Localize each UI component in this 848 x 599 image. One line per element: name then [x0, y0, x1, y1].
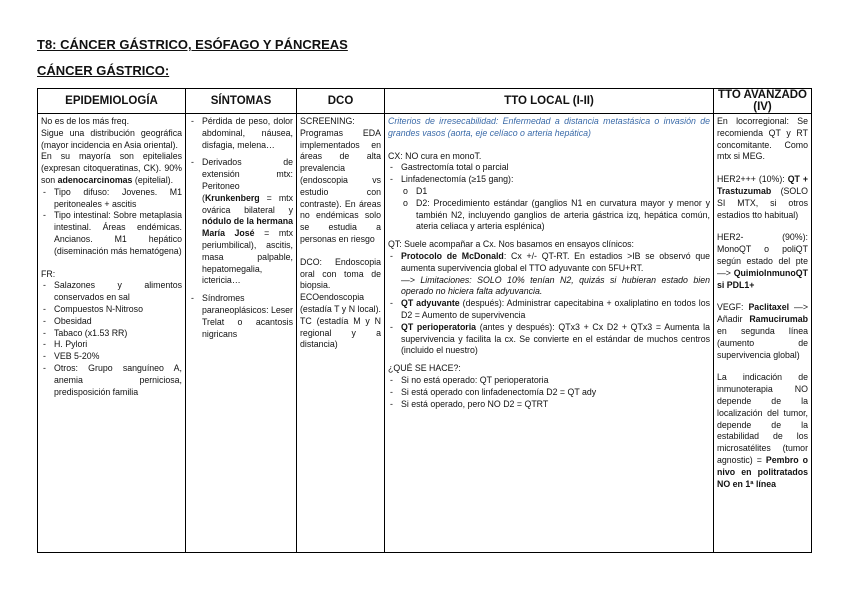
header-tto-avanzado: TTO AVANZADO (IV): [714, 89, 812, 114]
list-item: - Salazones y alimentos conservados en sal: [41, 280, 182, 304]
list-item: - Derivados de extensión mtx: Peritoneo (Krunkenberg = mtx ovárica bilateral y nódulo de la hermana María José = mtx periumbilical), ascitis, masa palpable, hepatomegalia, ictericia…: [189, 157, 293, 287]
header-sintomas: SÍNTOMAS: [186, 89, 297, 114]
list-item: - Compuestos N-Nitroso: [41, 304, 182, 316]
list-item: - Obesidad: [41, 316, 182, 328]
cell-sintomas: [186, 114, 297, 553]
list-item: o D2: Procedimiento estándar (ganglios N1 en curvatura mayor y menor y también N2, incluyendo ganglios de arteria gástrica izq, hepática común, ateria celiaca y arteria esplénica): [388, 198, 710, 233]
locorregional-text: En locorregional: Se recomienda QT y RT concomitante. Como mtx si MEG.: [717, 116, 808, 162]
list-item: o D1: [388, 186, 710, 198]
list-item: - Pérdida de peso, dolor abdominal, náusea, disfagia, melena…: [189, 116, 293, 151]
list-item: - Otros: Grupo sanguíneo A, anemia perniciosa, predisposición familia: [41, 363, 182, 398]
list-item: - Linfadenectomía (≥15 gang):: [388, 174, 710, 186]
table-body-row: [38, 114, 812, 553]
epi-paragraph: Sigue una distribución geográfica (mayor incidencia en Asia oriental).: [41, 127, 182, 150]
header-tto-local: TTO LOCAL (I-II): [385, 89, 714, 114]
list-item: - QT adyuvante (después): Administrar capecitabina + oxaliplatino en todos los D2 = Aumento de supervivencia: [388, 298, 710, 322]
surgery-list: [388, 162, 710, 233]
list-item: - Tipo difuso: Jovenes. M1 peritoneales + ascitis: [41, 187, 182, 211]
section-title: CÁNCER GÁSTRICO:: [37, 63, 170, 78]
trial-list: [388, 251, 710, 357]
what-to-do-list: [388, 375, 710, 410]
list-item: - Gastrectomía total o parcial: [388, 162, 710, 174]
summary-table: [37, 88, 812, 553]
her2-negative-text: HER2- (90%): MonoQT o poliQT según estado del pte —> QuimioInmunoQT si PDL1+: [717, 232, 808, 290]
table-header-row: [38, 89, 812, 114]
document-title: T8: CÁNCER GÁSTRICO, ESÓFAGO Y PÁNCREAS: [37, 37, 348, 52]
her2-positive-text: HER2+++ (10%): QT + Trastuzumab (SOLO SI MTX, si otros estadios tto habitual): [717, 174, 808, 220]
epi-type-list: [41, 187, 182, 258]
irresecability-criteria: Criterios de irresecabilidad: Enfermedad a distancia metastásica o invasión de grandes vasos (aorta, eje celíaco o arteria hepática): [388, 116, 710, 138]
list-item: - Protocolo de McDonald: Cx +/- QT-RT. En estadios >IB se observó que aumenta supervivencia global el TTO adyuvante con 5FU+RT.: [388, 251, 710, 275]
cx-text: CX: NO cura en monoT.: [388, 150, 482, 161]
list-item: —> Limitaciones: SOLO 10% tenían N2, quizás si hubieran estado bien operado no hiciera falta adyuvancia.: [401, 274, 710, 297]
cell-dco: [297, 114, 385, 553]
epi-paragraph: No es de los más freq.: [41, 116, 130, 126]
list-item: - VEB 5-20%: [41, 351, 182, 363]
qt-text: QT: Suele acompañar a Cx. Nos basamos en ensayos clínicos:: [388, 239, 634, 250]
symptom-list: [189, 116, 293, 340]
list-item: - H. Pylori: [41, 339, 182, 351]
risk-factor-list: [41, 280, 182, 398]
list-item: - Síndromes paraneoplásicos: Leser Trelat o acantosis nigricans: [189, 293, 293, 340]
header-dco: DCO: [297, 89, 385, 114]
list-item: - Tabaco (x1.53 RR): [41, 328, 182, 340]
cell-tto-avanzado: [714, 114, 812, 553]
list-item: - QT perioperatoria (antes y después): QTx3 + Cx D2 + QTx3 = Aumenta la supervivencia y facilita la cx. Se convierte en el estándar de muchos centros (incluido el nuestro): [388, 322, 710, 357]
header-epidemiologia: EPIDEMIOLOGÍA: [38, 89, 186, 114]
list-item: - Tipo intestinal: Sobre metaplasia intestinal. Áreas endémicas. Ancianos. M1 hepático (diseminación más hematógena): [41, 210, 182, 257]
list-item: - Si está operado, pero NO D2 = QTRT: [388, 399, 710, 411]
list-item: - Si no está operado: QT perioperatoria: [388, 375, 710, 387]
what-to-do-label: ¿QUÉ SE HACE?:: [388, 363, 461, 374]
immunotherapy-text: La indicación de inmunoterapia NO depende de la localización del tumor, depende de la estabilidad de los microsatélites (tumor agnostic) = Pembro o nivo en politratados NO en 1ª línea: [717, 372, 808, 489]
vegf-text: VEGF: Paclitaxel —> Añadir Ramucirumab en segunda línea (aumento de supervivencia global): [717, 302, 808, 360]
list-item: - Si está operado con linfadenectomía D2 = QT ady: [388, 387, 710, 399]
cell-tto-local: [385, 114, 714, 553]
diagnosis-text: DCO: Endoscopia oral con toma de biopsia. ECOendoscopia (estadía T y N local). TC (estadía M y N regional y a distancia): [300, 256, 381, 350]
risk-factors-label: FR:: [41, 268, 56, 279]
screening-text: SCREENING: Programas EDA implementados en áreas de alta prevalencia (endoscopia vs estudio con contraste). En áreas no endémicas solo se estudia a personas en riesgo: [300, 116, 381, 244]
epi-paragraph: En su mayoría son epiteliales (expresan citoqueratinas, CK). 90% son adenocarcinomas (epitelial).: [41, 151, 182, 185]
cell-epidemiologia: [38, 114, 186, 553]
